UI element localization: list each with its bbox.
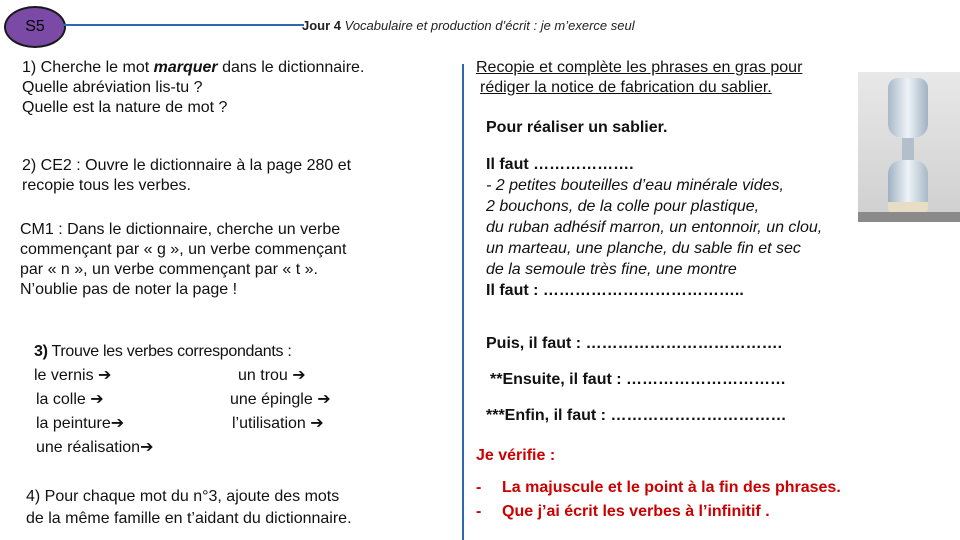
question-3-number: 3) <box>34 343 48 360</box>
notice-heading: Pour réaliser un sablier. <box>486 119 668 136</box>
question-3-text: Trouve les verbes correspondants : <box>47 343 292 360</box>
material-line-5: de la semoule très fine, une montre <box>486 261 737 278</box>
enfin-line: ***Enfin, il faut : …………………………… <box>486 407 787 424</box>
cm1-line-3: par « n », un verbe commençant par « t ». <box>20 261 318 278</box>
question-1-line-3: Quelle est la nature de mot ? <box>22 99 228 116</box>
hourglass-photo <box>858 72 960 222</box>
column-divider <box>462 64 464 540</box>
cm1-line-4: N’oublie pas de noter la page ! <box>20 281 238 298</box>
session-badge <box>4 6 66 48</box>
word-trou: un trou ➔ <box>238 367 306 384</box>
material-line-2: 2 bouchons, de la colle pour plastique, <box>486 198 760 215</box>
target-word: marquer <box>153 59 218 76</box>
question-1-line-1: 1) Cherche le mot marquer dans le dictionnaire. <box>22 59 365 76</box>
cm1-line-1: CM1 : Dans le dictionnaire, cherche un verbe <box>20 221 341 238</box>
word-realisation: une réalisation➔ <box>36 439 154 456</box>
cm1-instruction <box>20 220 346 300</box>
material-line-1: - 2 petites bouteilles d’eau minérale vides, <box>486 177 784 194</box>
il-faut-2-line: Il faut : ……………………………….. <box>486 282 744 299</box>
question-3-column-2 <box>230 364 331 436</box>
verify-item-1: - La majuscule et le point à la fin des phrases. <box>476 479 841 496</box>
writing-instruction <box>476 58 802 98</box>
puis-line: Puis, il faut : ………………………………. <box>486 335 783 352</box>
material-line-4: un marteau, une planche, du sable fin et sec <box>486 240 801 257</box>
ensuite-line: **Ensuite, il faut : ………………………… <box>490 371 787 388</box>
verify-title: Je vérifie : <box>476 447 556 464</box>
question-3-title <box>34 342 292 362</box>
question-1 <box>22 58 364 118</box>
question-4-line-1: 4) Pour chaque mot du n°3, ajoute des mots <box>26 488 340 505</box>
page-title <box>302 18 635 33</box>
materials-block <box>486 154 822 301</box>
question-4-line-2: de la même famille en t’aidant du dictionnaire. <box>26 510 352 527</box>
page-title-rest: Vocabulaire et production d’écrit : je m’exerce seul <box>341 18 635 33</box>
question-2-line-2: recopie tous les verbes. <box>22 177 191 194</box>
question-2-line-1: 2) CE2 : Ouvre le dictionnaire à la page 280 et <box>22 157 352 174</box>
word-colle: la colle ➔ <box>36 391 104 408</box>
verify-item-2: - Que j’ai écrit les verbes à l’infinitif . <box>476 503 770 520</box>
word-epingle: une épingle ➔ <box>230 391 331 408</box>
material-line-3: du ruban adhésif marron, un entonnoir, un clou, <box>486 219 823 236</box>
header-divider <box>62 24 304 26</box>
page-title-day: Jour 4 <box>302 18 342 33</box>
word-peinture: la peinture➔ <box>36 415 125 432</box>
writing-instruction-line-2: rédiger la notice de fabrication du sablier. <box>480 79 772 96</box>
question-4 <box>26 486 352 530</box>
session-badge-label: S5 <box>25 18 45 35</box>
word-vernis: le vernis ➔ <box>34 367 112 384</box>
verify-list <box>476 476 841 524</box>
cm1-line-2: commençant par « g », un verbe commençant <box>20 241 347 258</box>
question-3-column-1 <box>34 364 153 460</box>
word-utilisation: l’utilisation ➔ <box>232 415 324 432</box>
question-2 <box>22 156 351 196</box>
writing-instruction-line-1: Recopie et complète les phrases en gras pour <box>476 59 803 76</box>
question-1-line-2: Quelle abréviation lis-tu ? <box>22 79 203 96</box>
il-faut-line: Il faut ………………. <box>486 156 634 173</box>
